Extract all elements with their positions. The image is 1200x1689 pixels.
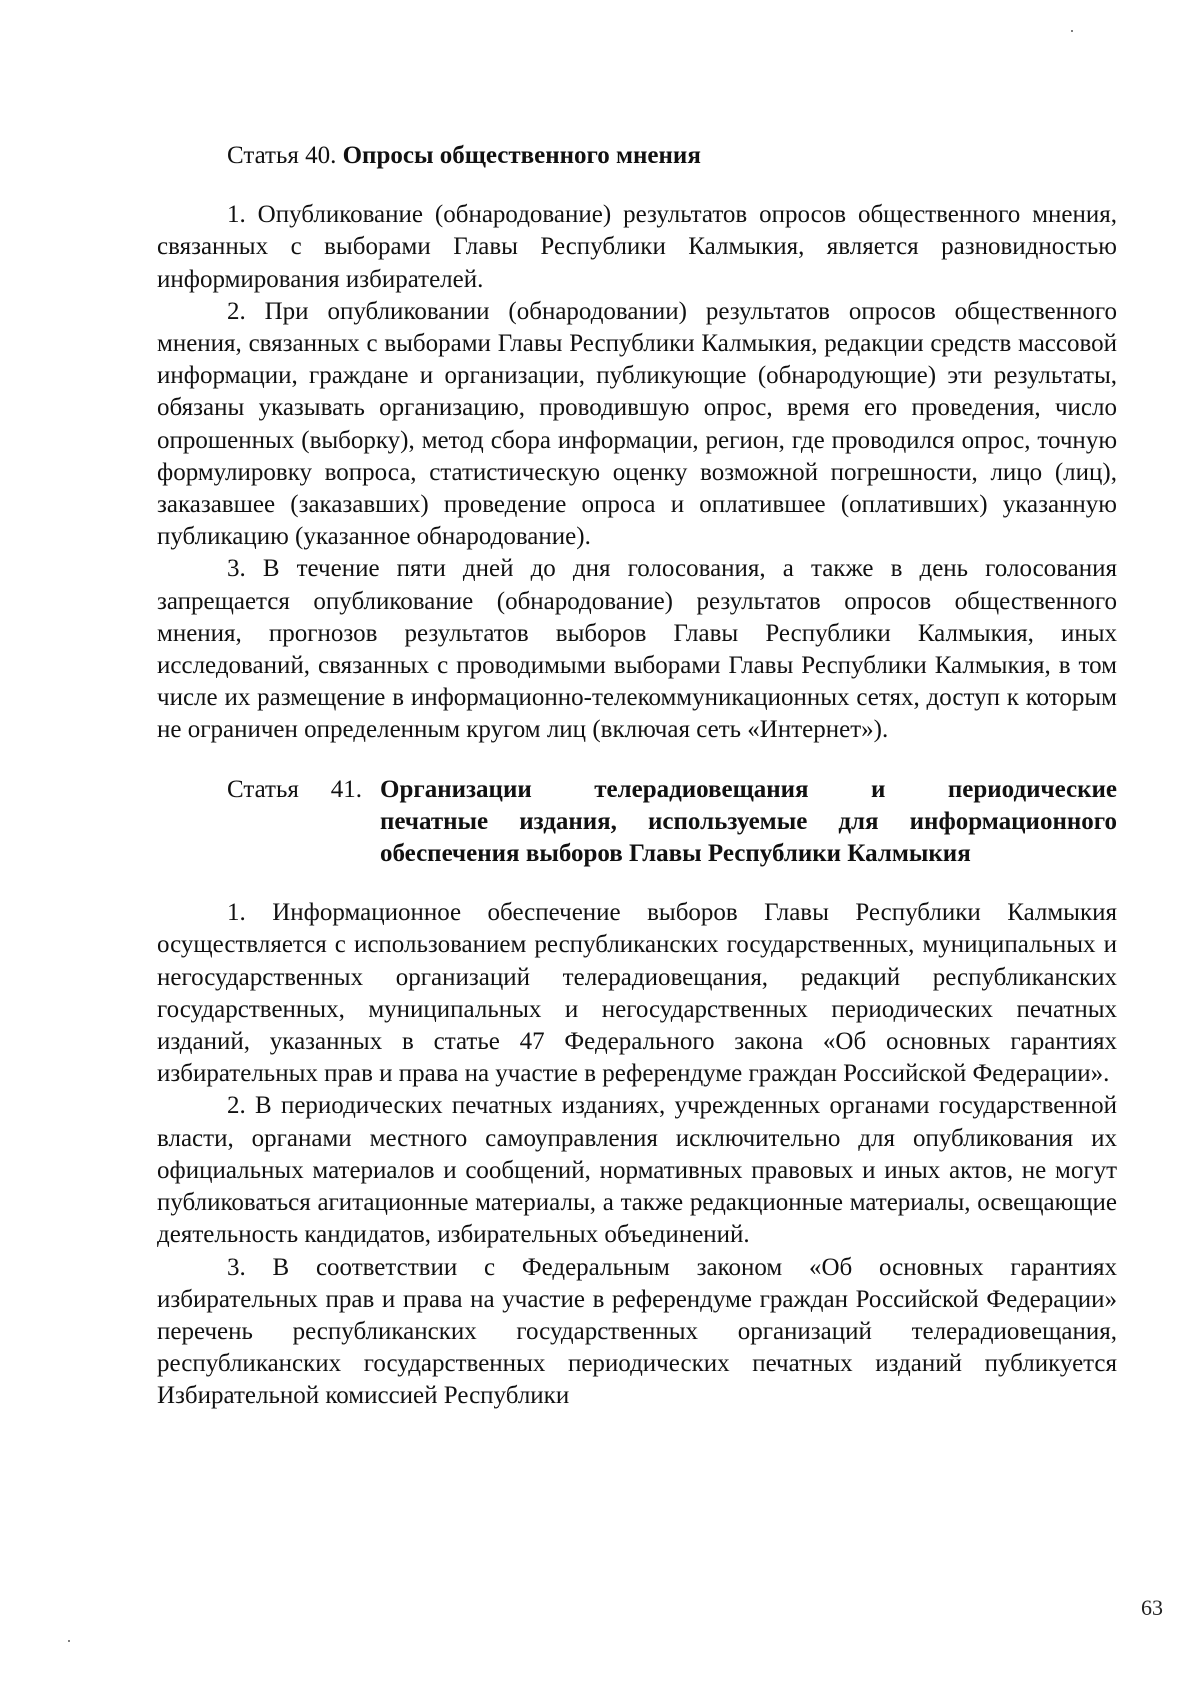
article-40-paragraph-3: 3. В течение пяти дней до дня голосования, а также в день голосования запрещается опубликование (обнародование) результатов опросов общественного мнения, прогнозов результатов выборов Главы Республики Калмыкия, иных исследований, связанных с проводимыми выборами Главы Республики Калмыкия, в том числе их размещение в информационно-телекоммуникационных сетях, доступ к которым не ограничен определенным кругом лиц (включая сеть «Интернет»). xyxy=(157,555,1117,744)
article-41-paragraph-3: 3. В соответствии с Федеральным законом «Об основных гарантиях избирательных прав и права на участие в референдуме граждан Российской Федерации» перечень республиканских государственных организаций телерадиовещания, республиканских государственных периодических печатных изданий публикуется Избирательной комиссией Республики xyxy=(157,1253,1117,1410)
article-41-title-line: печатные издания, используемые для информационного xyxy=(380,807,1117,835)
article-41-paragraph-1: 1. Информационное обеспечение выборов Главы Республики Калмыкия осуществляется с использованием республиканских государственных, муниципальных и негосударственных организаций телерадиовещания, редакций республиканских государственных, муниципальных и негосударственных периодических печатных изданий, указанных в статье 47 Федерального закона «Об основных гарантиях избирательных прав и права на участие в референдуме граждан Российской Федерации». xyxy=(157,899,1117,1088)
page-content xyxy=(157,140,1117,1413)
article-41-prefix-number: 41. xyxy=(330,775,362,803)
page-number: 63 xyxy=(1141,1595,1163,1620)
article-40-heading xyxy=(157,140,1117,172)
article-41-title-line: обеспечения выборов Главы Республики Калмыкия xyxy=(380,840,971,868)
article-40-paragraph-1: 1. Опубликование (обнародование) результатов опросов общественного мнения, связанных с выборами Главы Республики Калмыкия, является разновидностью информирования избирателей. xyxy=(157,201,1117,293)
article-40-prefix: Статья 40. xyxy=(227,142,337,169)
article-41-paragraph-2: 2. В периодических печатных изданиях, учрежденных органами государственной власти, органами местного самоуправления исключительно для опубликования их официальных материалов и сообщений, нормативных правовых и иных актов, не могут публиковаться агитационные материалы, а также редакционные материалы, освещающие деятельность кандидатов, избирательных объединений. xyxy=(157,1092,1117,1249)
article-41-heading xyxy=(157,774,1117,871)
article-41-title-line: Организации телерадиовещания и периодические xyxy=(380,775,1117,803)
article-40-title: Опросы общественного мнения xyxy=(342,142,701,169)
article-41-title xyxy=(380,774,1117,871)
article-40-paragraph-2: 2. При опубликовании (обнародовании) результатов опросов общественного мнения, связанных с выборами Главы Республики Калмыкия, редакции средств массовой информации, граждане и организации, публикующие (обнародующие) эти результаты, обязаны указывать организацию, проводившую опрос, время его проведения, число опрошенных (выборку), метод сбора информации, регион, где проводился опрос, точную формулировку вопроса, статистическую оценку возможной погрешности, лицо (лиц), заказавшее (заказавших) проведение опроса и оплатившее (оплативших) указанную публикацию (указанное обнародование). xyxy=(157,297,1117,551)
scan-speck xyxy=(68,1640,70,1642)
article-41-prefix-word: Статья xyxy=(227,775,299,803)
article-41-prefix xyxy=(157,774,380,871)
scan-speck xyxy=(1071,30,1073,32)
